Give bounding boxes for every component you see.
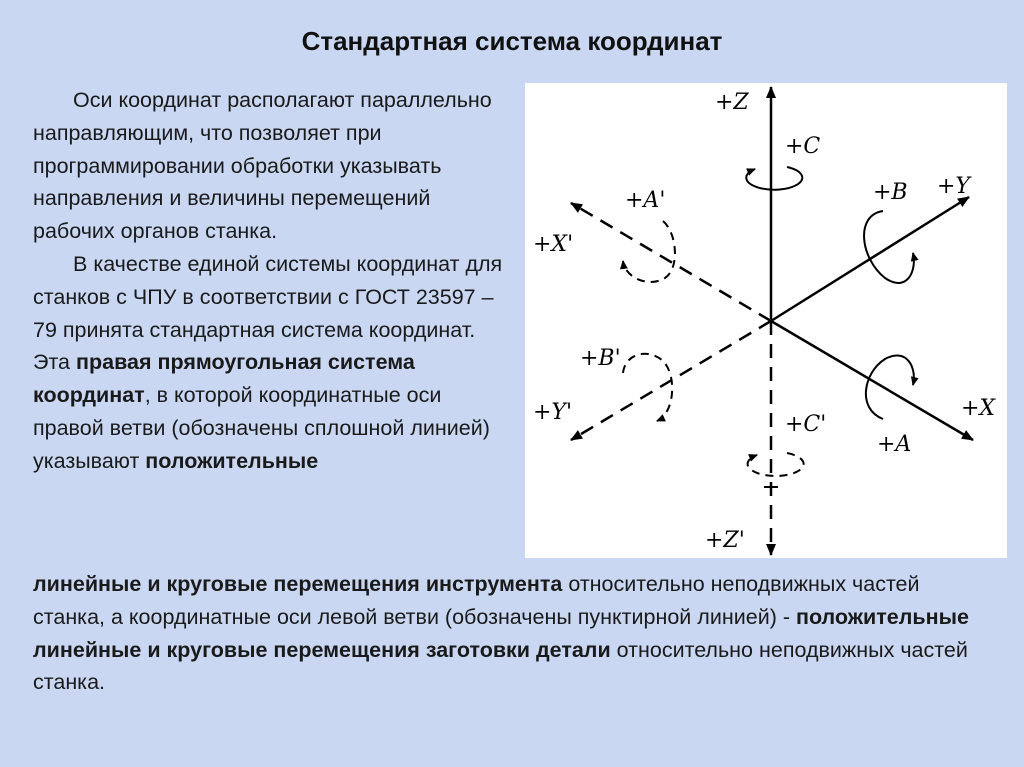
label-plus-y: +Y	[937, 174, 970, 199]
label-plus-a-prime: +A'	[625, 188, 666, 213]
paragraph-2-bold-term: правая прямоугольная система координат	[33, 350, 415, 408]
label-plus-y-prime: +Y'	[533, 400, 573, 425]
bottom-end: относительно неподвижных частей станка.	[33, 637, 968, 695]
b-prime-rotation-icon	[623, 354, 672, 421]
a-prime-rotation-icon	[623, 221, 675, 282]
slide-title: Стандартная система координат	[301, 26, 723, 56]
label-plus-x: +X	[961, 396, 996, 421]
c-prime-rotation-icon	[748, 453, 804, 476]
bottom-mid: относительно неподвижных частей станка, а координатные оси левой ветви (обозначены пунктирной линией) -	[33, 572, 920, 629]
paragraph-2-text: В качестве единой системы координат для станков с ЧПУ в соответствии с ГОСТ 23597 – 79 принята стандартная система координат. Эта	[33, 251, 503, 375]
coordinate-system-diagram	[525, 83, 1007, 558]
bottom-text-block	[33, 568, 993, 699]
paragraph-2-bold-end: положительные	[145, 448, 319, 473]
paragraph-2-mid: , в которой координатные оси правой ветви (обозначены сплошной линией) указывают	[33, 383, 490, 473]
bottom-bold-2: положительные линейные и круговые перемещения заготовки детали	[33, 604, 969, 662]
label-plus-c-prime: +C'	[785, 412, 827, 437]
label-plus-b: +B	[873, 180, 908, 205]
bottom-paragraph	[33, 568, 993, 699]
x-prime-axis	[571, 203, 771, 321]
label-plus-z-prime: +Z'	[705, 528, 745, 553]
label-plus-x-prime: +X'	[533, 232, 574, 257]
left-text-block	[33, 84, 511, 478]
label-plus-b-prime: +B'	[580, 346, 621, 371]
paragraph-1: Оси координат располагают параллельно направляющим, что позволяет при программировании обработки указывать направления и величины перемещений рабочих органов станка.	[33, 88, 492, 244]
label-plus-a: +A	[877, 432, 912, 457]
coordinate-axes-svg	[525, 83, 1007, 558]
a-rotation-icon	[866, 355, 914, 419]
paragraph-2	[33, 248, 511, 478]
c-rotation-icon	[746, 167, 802, 190]
label-plus-c: +C	[785, 134, 821, 159]
label-plus-z: +Z	[715, 90, 749, 115]
bottom-bold-1: линейные и круговые перемещения инструмента	[33, 572, 563, 596]
